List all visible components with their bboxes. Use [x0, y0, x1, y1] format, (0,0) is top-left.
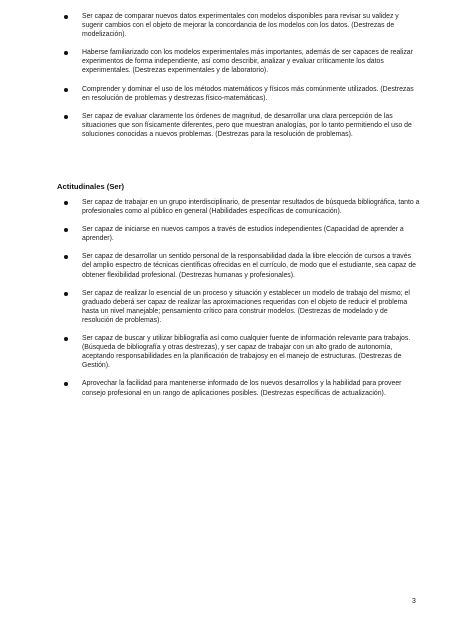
list-item-text: Ser capaz de desarrollar un sentido personal de la responsabilidad dada la libre elección de cursos a través del amplio espectro de técnicas científicas ofrecidas en el currículo, de modo que el estudiante, sea capaz de obtener flexibilidad profesional. (Destrezas humanas y profesionales). — [82, 253, 417, 279]
competencies-list-2 — [0, 198, 450, 398]
list-item — [0, 198, 450, 216]
bullet-icon — [64, 115, 68, 119]
list-item-text: Haberse familiarizado con los modelos experimentales más importantes, además de ser capaces de realizar experimentos de forma independiente, así como describir, analizar y evaluar críticamente los datos experimentales. (Destrezas experimentales y de laboratorio). — [82, 49, 413, 75]
bullet-icon — [64, 382, 68, 386]
bullet-icon — [64, 228, 68, 232]
list-item-text: Ser capaz de comparar nuevos datos experimentales con modelos disponibles para revisar su validez y sugerir cambios con el objeto de mejorar la concordancia de los modelos con los datos. (Destrezas de modelización). — [82, 13, 399, 39]
list-item — [0, 12, 450, 39]
bullet-icon — [64, 51, 68, 55]
list-item — [0, 48, 450, 75]
bullet-icon — [64, 201, 68, 205]
list-item-text: Comprender y dominar el uso de los métodos matemáticos y físicos más comúnmente utilizados. (Destrezas en resolución de problemas y destrezas físico-matemáticas). — [82, 85, 414, 102]
list-item-text: Ser capaz de iniciarse en nuevos campos a través de estudios independientes (Capacidad de aprender a aprender). — [82, 226, 404, 243]
section-heading: Actitudinales (Ser) — [57, 182, 125, 191]
list-item-text: Ser capaz de evaluar claramente los órdenes de magnitud, de desarrollar una clara percepción de las situaciones que son físicamente diferentes, pero que muestran analogías, por lo tanto permitiendo el uso de soluciones conocidas a nuevos problemas. (Destrezas para la resolución de problemas). — [82, 112, 412, 138]
bullet-icon — [64, 255, 68, 259]
competencies-list-1 — [0, 12, 450, 139]
bullet-icon — [64, 292, 68, 296]
list-item-text: Ser capaz de trabajar en un grupo interdisciplinario, de presentar resultados de búsqueda bibliográfica, tanto a profesionales como al público en general (Habilidades específicas de comunicación). — [82, 199, 420, 216]
list-item-text: Ser capaz de realizar lo esencial de un proceso y situación y establecer un modelo de trabajo del mismo; el graduado deberá ser capaz de realizar las aproximaciones requeridas con el objeto de reducir el problema hasta un nivel manejable; pensamiento crítico para construir modelos. (Destrezas de modelado y de resolución de problemas). — [82, 289, 410, 324]
list-item-text: Ser capaz de buscar y utilizar bibliografía así como cualquier fuente de información relevante para trabajos. (Búsqueda de bibliografía y otras destrezas), y ser capaz de trabajar con un alto grado de autonomía, aceptando responsabilidades en la planificación de trabajosy en el manejo de estructuras. (Destrezas de Gestión). — [82, 335, 411, 370]
list-item — [0, 252, 450, 279]
bullet-icon — [64, 88, 68, 92]
list-item-text: Aprovechar la facilidad para mantenerse informado de los nuevos desarrollos y la habilidad para proveer consejo profesional en un rango de aplicaciones posibles. (Destrezas específicas de actualización). — [82, 380, 402, 397]
bullet-icon — [64, 337, 68, 341]
page-number: 3 — [412, 598, 416, 605]
bullet-icon — [64, 15, 68, 19]
list-item — [0, 334, 450, 370]
list-item — [0, 112, 450, 139]
list-item — [0, 85, 450, 103]
list-item — [0, 379, 450, 397]
list-item — [0, 289, 450, 325]
list-item — [0, 225, 450, 243]
